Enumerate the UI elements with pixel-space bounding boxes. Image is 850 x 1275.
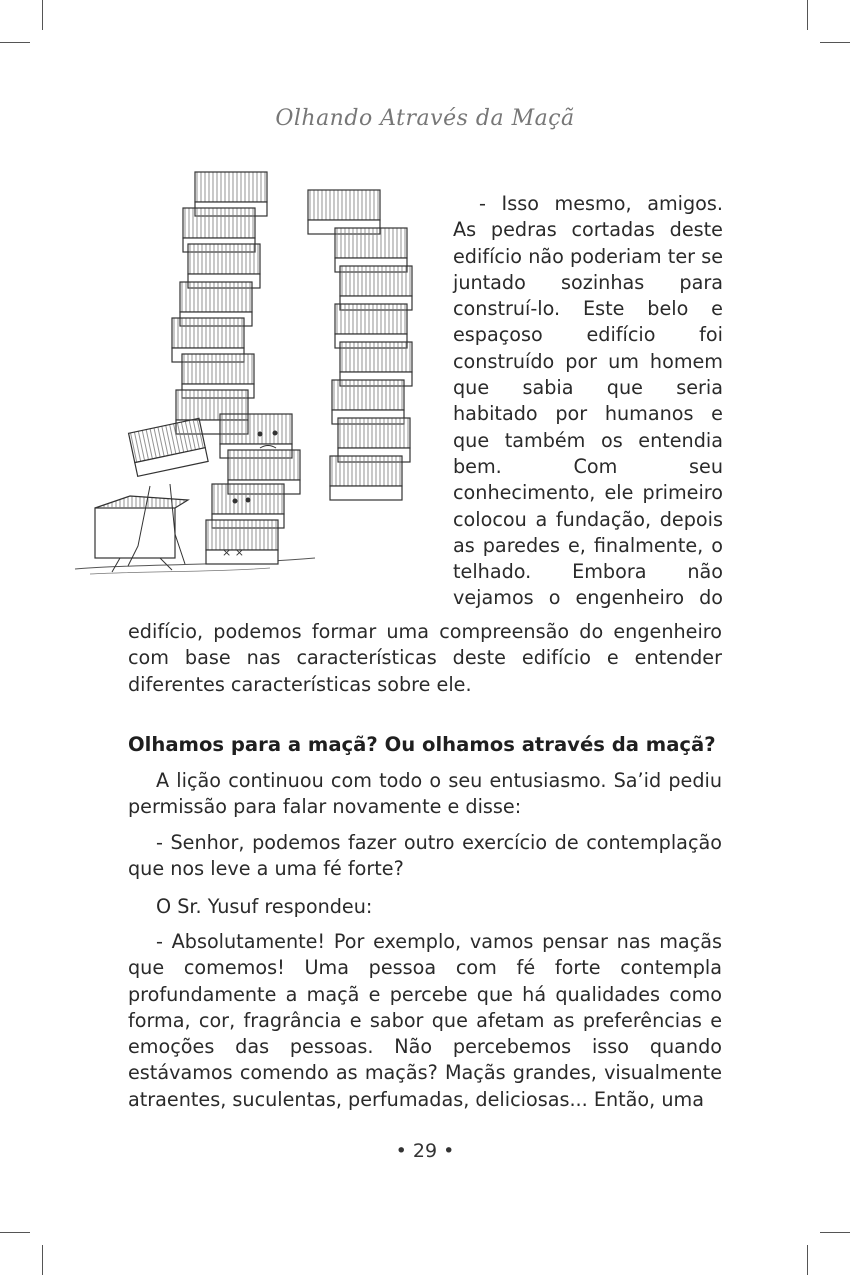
wrapped-paragraph: - Isso mesmo, amigos. As pedras cortadas deste edifício não poderiam ter se juntado sozinhas para construí-lo. Este belo e espaçoso edifício foi construído por um homem que sabia que seria habitado por humanos e que também os entendia bem. Com seu conhecimento, ele primeiro colocou a fundação, depois as paredes e, finalmente, o telhado. Embora não vejamos o engenheiro do bbox=[453, 192, 723, 610]
crop-mark bbox=[42, 0, 43, 30]
stacked-blocks-illustration bbox=[70, 166, 440, 591]
paragraph: A lição continuou com todo o seu entusiasmo. Sa’id pediu permissão para falar novamente e disse: bbox=[128, 769, 722, 819]
paragraph: - Absolutamente! Por exemplo, vamos pensar nas maçãs que comemos! Uma pessoa com fé forte contempla profundamente a maçã e percebe que há qualidades como forma, cor, fragrância e sabor que afetam as preferências e emoções das pessoas. Não percebemos isso quando estávamos comendo as maçãs? Maçãs grandes, visualmente atraentes, suculentas, perfumadas, deliciosas... Então, uma bbox=[128, 930, 722, 1111]
crop-mark bbox=[807, 0, 808, 30]
paragraph-continuation: edifício, podemos formar uma compreensão do engenheiro com base nas características deste edifício e entender diferentes características sobre ele. bbox=[128, 620, 722, 696]
paragraph: - Senhor, podemos fazer outro exercício de contemplação que nos leve a uma fé forte? bbox=[128, 831, 722, 881]
svg-text:× ×: × × bbox=[222, 546, 244, 559]
page-number: • 29 • bbox=[395, 1140, 455, 1162]
running-header: Olhando Através da Maçã bbox=[275, 106, 575, 131]
crop-mark bbox=[0, 1232, 30, 1233]
section-heading: Olhamos para a maçã? Ou olhamos através da maçã? bbox=[128, 733, 716, 756]
crop-mark bbox=[0, 42, 30, 43]
crop-mark bbox=[807, 1245, 808, 1275]
crop-mark bbox=[42, 1245, 43, 1275]
paragraph: O Sr. Yusuf respondeu: bbox=[156, 895, 373, 918]
crop-mark bbox=[820, 1232, 850, 1233]
crop-mark bbox=[820, 42, 850, 43]
